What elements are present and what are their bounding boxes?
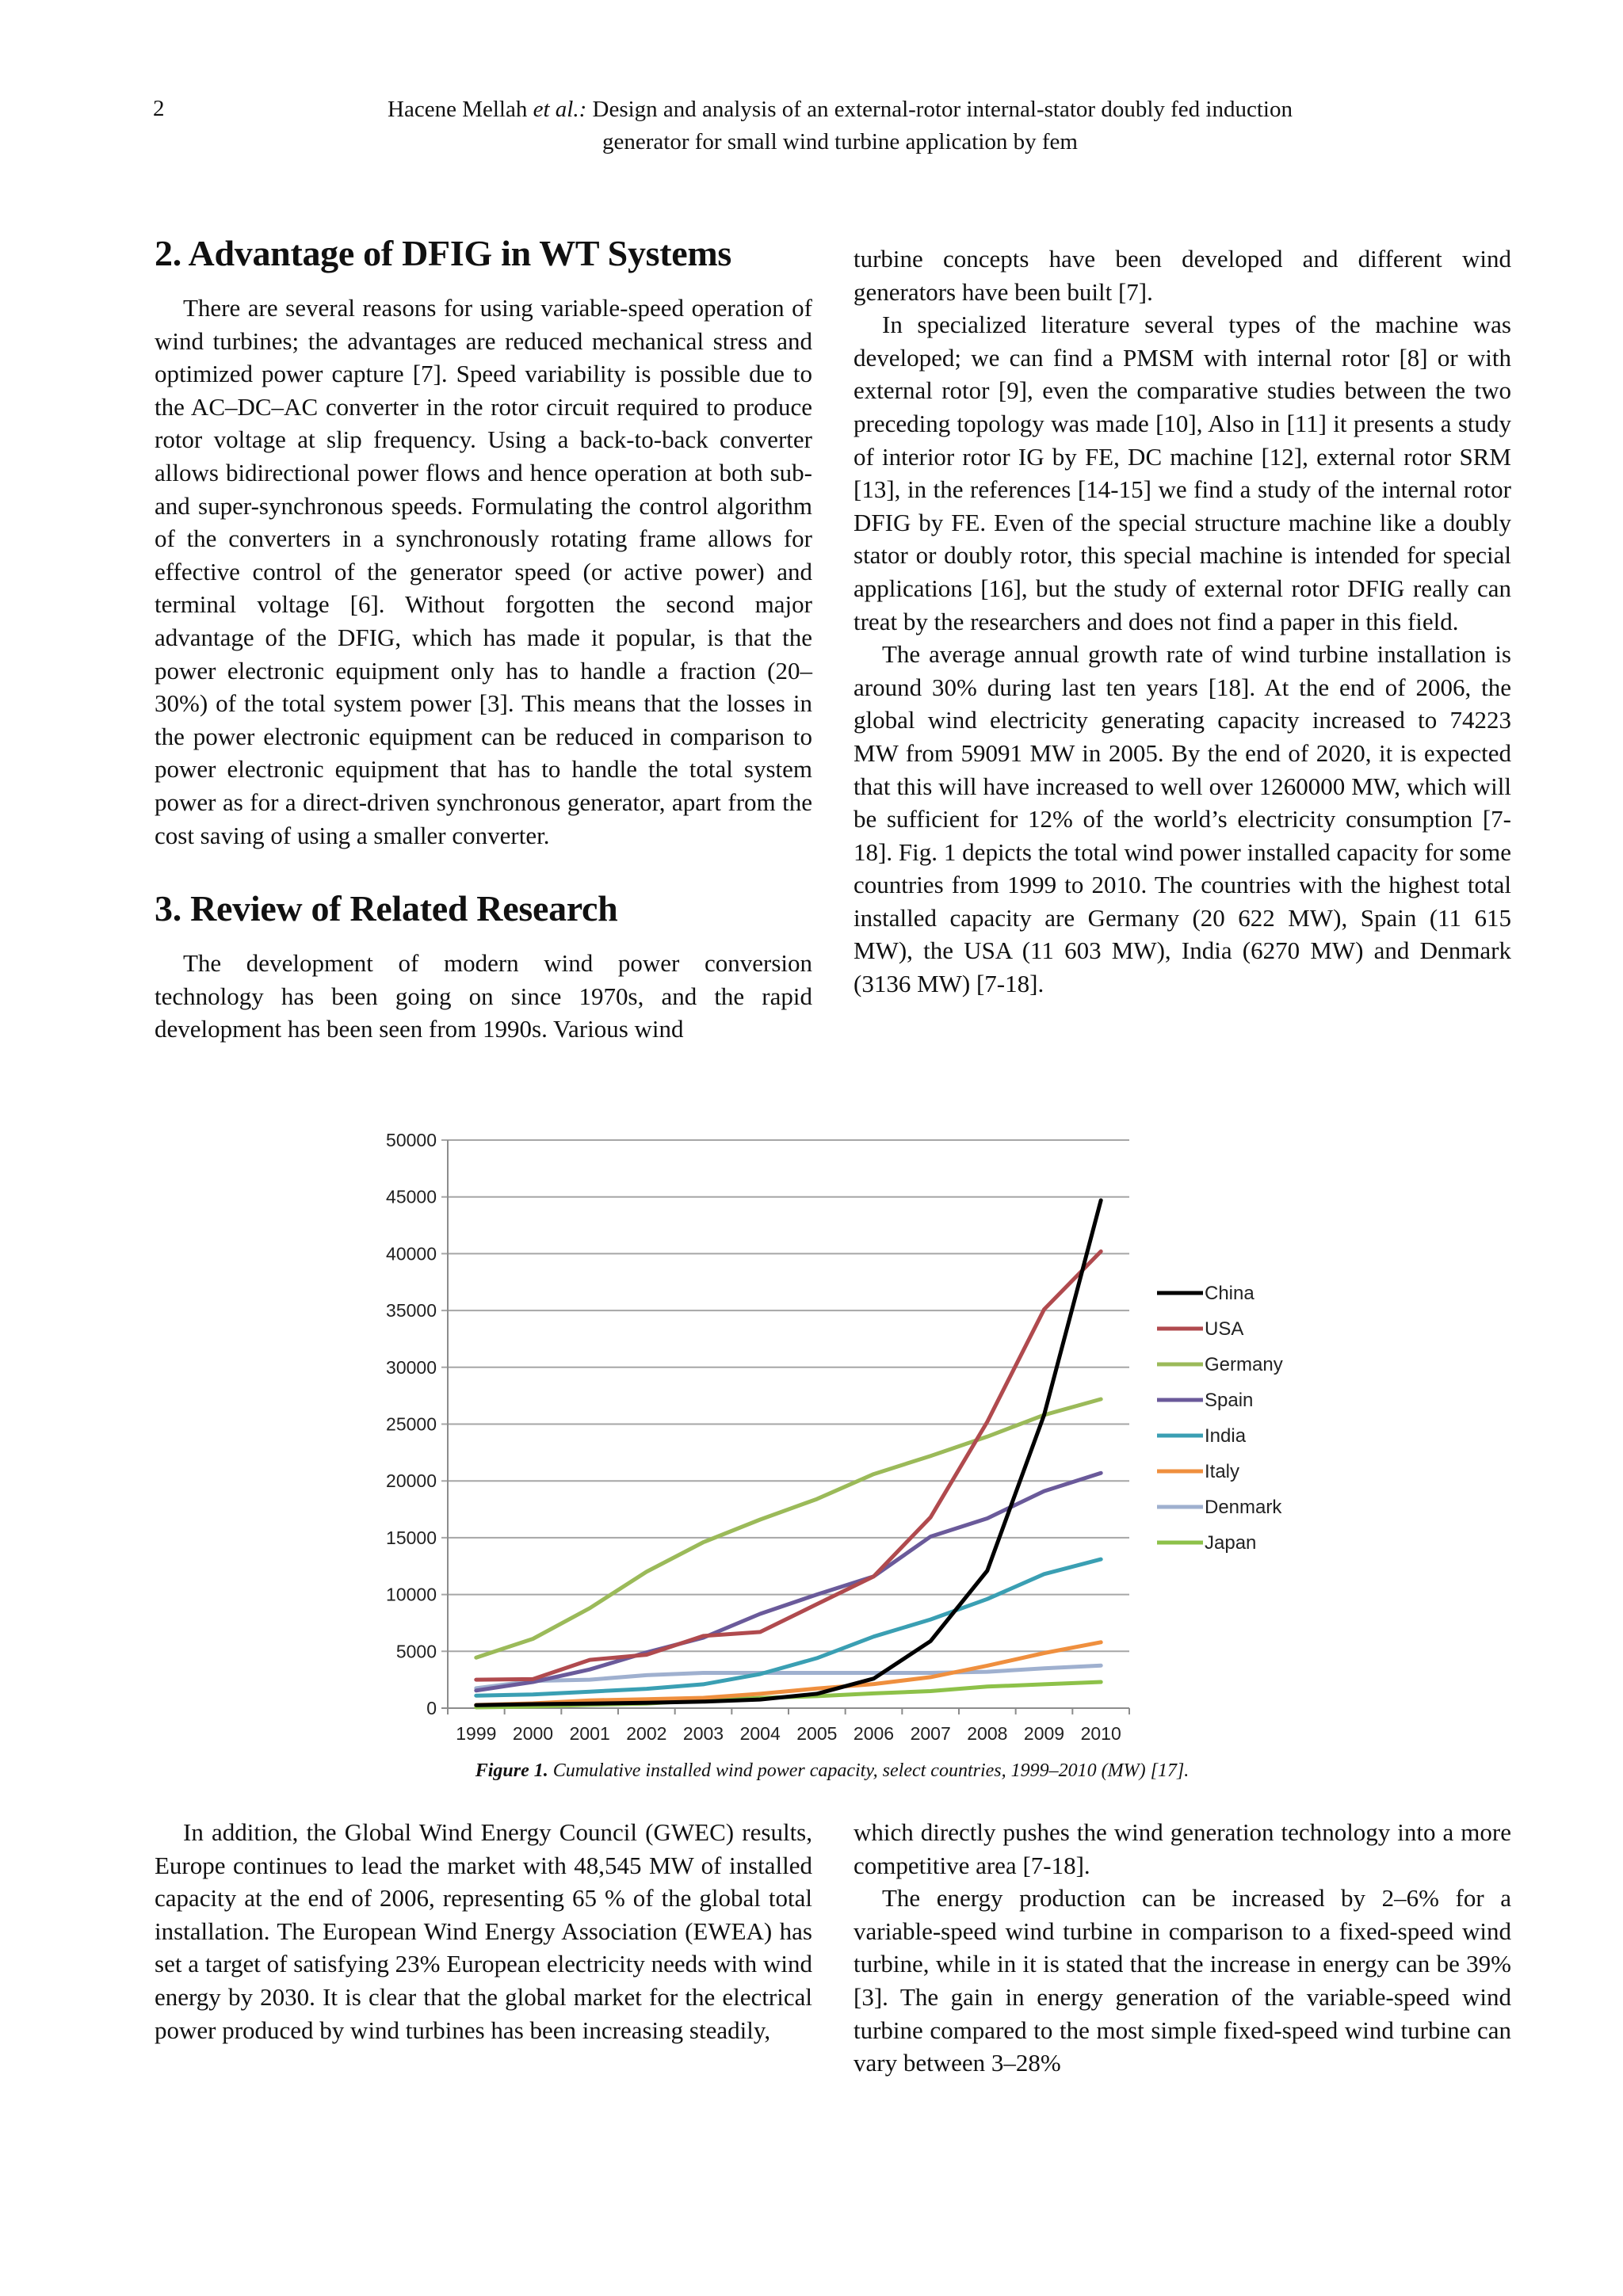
x-tick-label: 2005	[796, 1723, 838, 1744]
section-2-heading: 2. Advantage of DFIG in WT Systems	[155, 233, 732, 273]
legend-label-italy: Italy	[1205, 1461, 1240, 1482]
section-3-heading: 3. Review of Related Research	[155, 888, 618, 929]
x-tick-label: 2006	[853, 1723, 895, 1744]
legend-label-india: India	[1205, 1425, 1247, 1447]
y-tick-label: 30000	[386, 1356, 437, 1378]
x-tick-label: 2001	[569, 1723, 610, 1744]
paragraph-continued-2: which directly pushes the wind generation technology into a more competitive area [7-18].	[854, 1818, 1511, 1879]
y-tick-label: 50000	[386, 1130, 437, 1150]
figure-1-chart	[349, 1125, 1363, 1751]
y-tick-label: 20000	[386, 1470, 437, 1492]
section-2-paragraph: There are several reasons for using variable-speed operation of wind turbines; the advantages are reduced mechanical stress and optimized power capture [7]. Speed variability is possible due to the AC–DC–AC converter in the rotor circuit required to produce rotor voltage at slip frequency. Using a back-to-back converter allows bidirectional power flows and hence operation at both sub- and super-synchronous speeds. Formulating the control algorithm of the converters in a synchronously rotating frame allows for effective control of the generator speed (or active power) and terminal voltage [6]. Without forgotten the second major advantage of the DFIG, which has made it popular, is that the power electronic equipment only has to handle a fraction (20–30%) of the total system power [3]. This means that the losses in the power electronic equipment can be reduced in comparison to power electronic equipment that has to handle the total system power as for a direct-driven synchronous generator, apart from the cost saving of using a smaller converter.	[155, 294, 812, 849]
paragraph-continued: turbine concepts have been developed and different wind generators have been built [7].	[854, 245, 1511, 306]
y-tick-label: 45000	[386, 1186, 437, 1207]
line-chart	[349, 1125, 1363, 1751]
bottom-right-column	[854, 1816, 1511, 2080]
legend-label-denmark: Denmark	[1205, 1497, 1282, 1518]
legend-label-china: China	[1205, 1283, 1254, 1304]
header-authors: Hacene Mellah	[388, 97, 528, 122]
left-column	[155, 231, 812, 1046]
paragraph-gwec: In addition, the Global Wind Energy Council (GWEC) results, Europe continues to lead the market with 48,545 MW of installed capacity at the end of 2006, representing 65 % of the global total installation. The European Wind Energy Association (EWEA) has set a target of satisfying 23% European electricity needs with wind energy by 2030. It is clear that the global market for the electrical power produced by wind turbines has been increasing steadily,	[155, 1818, 812, 2044]
x-tick-label: 2009	[1023, 1723, 1065, 1744]
y-tick-label: 0	[426, 1698, 437, 1718]
running-header	[262, 93, 1419, 158]
header-etal: et al.:	[533, 97, 587, 122]
header-title-line2: generator for small wind turbine application by fem	[602, 129, 1078, 154]
x-tick-label: 2002	[626, 1723, 667, 1744]
x-tick-label: 2010	[1080, 1723, 1121, 1744]
x-tick-label: 2003	[682, 1723, 724, 1744]
series-line-china	[476, 1200, 1101, 1705]
right-column	[854, 242, 1511, 1001]
header-title-line1: Design and analysis of an external-rotor internal-stator doubly fed induction	[586, 97, 1293, 122]
x-tick-label: 2007	[910, 1723, 951, 1744]
legend-label-japan: Japan	[1205, 1532, 1257, 1554]
y-tick-label: 5000	[395, 1641, 437, 1662]
legend-label-usa: USA	[1205, 1318, 1244, 1340]
paragraph-energy-production: The energy production can be increased by 2–6% for a variable-speed wind turbine in comparison to a fixed-speed wind turbine, while in it is stated that the increase in energy can be 39% [3]. The gain in energy generation of the variable-speed wind turbine compared to the most simple fixed-speed wind turbine can vary between 3–28%	[854, 1884, 1511, 2077]
x-tick-label: 2000	[512, 1723, 554, 1744]
series-line-spain	[476, 1473, 1101, 1691]
page-number: 2	[153, 96, 165, 121]
series-line-usa	[476, 1252, 1101, 1680]
figure-label: Figure 1.	[475, 1760, 548, 1781]
section-3-paragraph: The development of modern wind power conversion technology has been going on since 1970s, and the rapid development has been seen from 1990s. Various wind	[155, 949, 812, 1043]
x-tick-label: 2004	[739, 1723, 781, 1744]
paragraph-literature: In specialized literature several types of the machine was developed; we can find a PMSM with internal rotor [8] or with external rotor [9], even the comparative studies between the two preceding topology was made [10], Also in [11] it presents a study of interior rotor IG by FE, DC machine [12], external rotor SRM [13], in the references [14-15] we find a study of the internal rotor DFIG by FE. Even of the special structure machine like a doubly stator or doubly rotor, this special machine is intended for special applications [16], but the study of external rotor DFIG really can treat by the researchers and does not find a paper in this field.	[854, 311, 1511, 635]
x-tick-label: 1999	[456, 1723, 497, 1744]
y-tick-label: 10000	[386, 1584, 437, 1605]
y-tick-label: 35000	[386, 1300, 437, 1322]
legend-label-germany: Germany	[1205, 1354, 1283, 1375]
paragraph-growth: The average annual growth rate of wind turbine installation is around 30% during last ten years [18]. At the end of 2006, the global wind electricity generating capacity increased to 74223 MW from 59091 MW in 2005. By the end of 2020, it is expected that this will have increased to well over 1260000 MW, which will be sufficient for 12% of the world’s electricity consumption [7-18]. Fig. 1 depicts the total wind power installed capacity for some countries from 1999 to 2010. The countries with the highest total installed capacity are Germany (20 622 MW), Spain (11 615 MW), the USA (11 603 MW), India (6270 MW) and Denmark (3136 MW) [7-18].	[854, 640, 1511, 998]
bottom-left-column	[155, 1816, 812, 2046]
x-tick-label: 2008	[967, 1723, 1008, 1744]
figure-caption	[396, 1760, 1268, 1782]
figure-caption-text: Cumulative installed wind power capacity, select countries, 1999–2010 (MW) [17].	[548, 1760, 1190, 1781]
legend-label-spain: Spain	[1205, 1390, 1254, 1411]
y-tick-label: 40000	[386, 1243, 437, 1264]
y-tick-label: 25000	[386, 1413, 437, 1435]
y-tick-label: 15000	[386, 1527, 437, 1548]
